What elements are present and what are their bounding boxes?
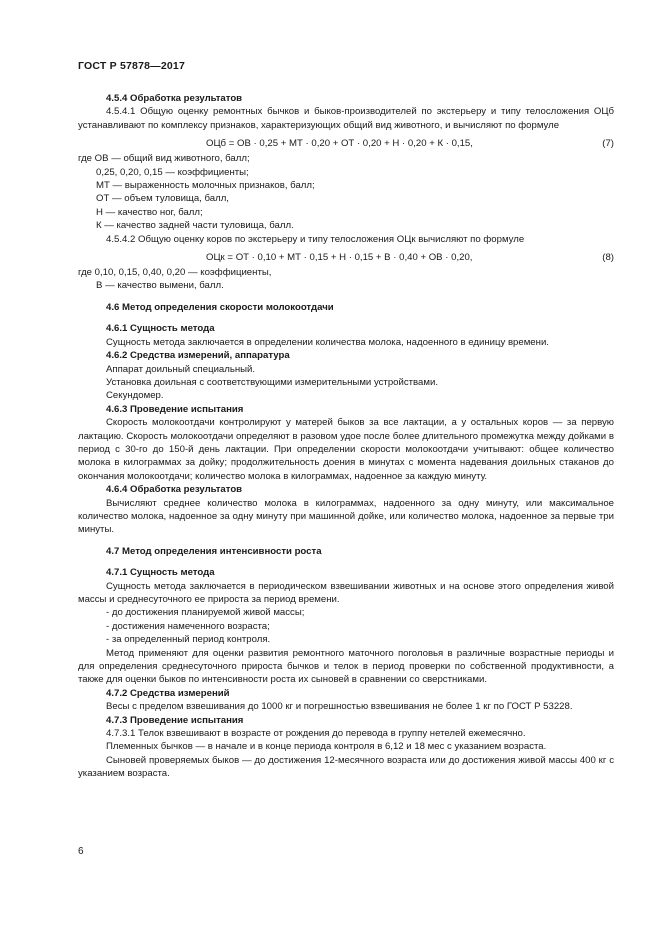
page-number: 6 <box>78 846 84 857</box>
section-heading-4-7-1: 4.7.1 Сущность метода <box>106 567 215 579</box>
list-item: Аппарат доильный специальный. <box>106 363 256 375</box>
section-heading-4-6-2: 4.6.2 Средства измерений, аппаратура <box>106 350 290 362</box>
where-line: где ОВ — общий вид животного, балл; <box>78 153 250 165</box>
where-line: В — качество вымени, балл. <box>96 280 224 292</box>
paragraph-4-7-2: Весы с пределом взвешивания до 1000 кг и погрешностью взвешивания не более 1 кг по ГОСТ Р 53228. <box>106 701 573 713</box>
where-line: Н — качество ног, балл; <box>96 206 203 218</box>
formula-8-number: (8) <box>602 252 614 264</box>
formula-8-expression: ОЦк = ОТ · 0,10 + МТ · 0,15 + Н · 0,15 + В · 0,40 + ОВ · 0,20, <box>206 252 473 264</box>
paragraph-4-6-4: Вычисляют среднее количество молока в килограммах, надоенного за одну минуту, или максимальное количество молока, надоенное за одну минуту при машинной дойке, или количество молока, надоенное за первые три минуты. <box>78 497 614 536</box>
paragraph-4-7-1: Сущность метода заключается в периодическом взвешивании животных и на основе этого определения живой массы и среднесуточного ее прироста за период времени. <box>78 580 614 605</box>
paragraph-4-6-1: Сущность метода заключается в определении количества молока, надоенного в единицу времени. <box>106 336 549 348</box>
where-line: К — качество задней части туловища, балл. <box>96 220 294 232</box>
formula-7-number: (7) <box>602 138 614 150</box>
spacer <box>78 314 614 322</box>
page-body <box>78 92 614 781</box>
list-item: Секундомер. <box>106 390 164 402</box>
section-heading-4-6-4: 4.6.4 Обработка результатов <box>106 484 243 496</box>
where-line: МТ — выраженность молочных признаков, балл; <box>96 180 315 192</box>
section-heading-4-6-1: 4.6.1 Сущность метода <box>106 323 215 335</box>
section-heading-4-7-3: 4.7.3 Проведение испытания <box>106 714 244 726</box>
paragraph-4-7-3-1-b: Племенных бычков — в начале и в конце периода контроля в 6,12 и 18 мес с указанием возраста. <box>106 741 547 753</box>
formula-7 <box>78 135 614 152</box>
formula-7-expression: ОЦб = ОВ · 0,25 + МТ · 0,20 + ОТ · 0,20 + Н · 0,20 + К · 0,15, <box>206 138 473 150</box>
section-title-4-6: 4.6 Метод определения скорости молокоотдачи <box>106 301 334 313</box>
spacer <box>78 537 614 545</box>
where-line: где 0,10, 0,15, 0,40, 0,20 — коэффициенты, <box>78 267 272 279</box>
list-item: - достижения намеченного возраста; <box>106 620 270 632</box>
where-line: 0,25, 0,20, 0,15 — коэффициенты; <box>96 166 249 178</box>
document-id: ГОСТ Р 57878—2017 <box>78 60 186 72</box>
list-item: - до достижения планируемой живой массы; <box>106 607 305 619</box>
paragraph-4-6-3: Скорость молокоотдачи контролируют у матерей быков за все лактации, а у остальных коров — за первую лактацию. Скорость молокоотдачи определяют в разовом удое после более длительного промежутка между дойками в период с 30-го до 150-й день лактации. При определении скорости молокоотдачи учитывают: общее количество молока в килограммах за дойку; продолжительность доения в минутах с момента надевания доильных стаканов до окончания молокоотдачи; количество молока в килограммах, надоенное за каждую минуту. <box>78 417 614 482</box>
paragraph-4-5-4-1: 4.5.4.1 Общую оценку ремонтных бычков и быков-производителей по экстерьеру и типу телосложения ОЦб устанавливают по комплексу признаков, характеризующих общий вид животного, и вычисляют по формуле <box>78 106 614 131</box>
paragraph-4-7-3-1: 4.7.3.1 Телок взвешивают в возрасте от рождения до перевода в группу нетелей ежемесячно. <box>106 728 526 740</box>
formula-8 <box>78 249 614 266</box>
section-heading-4-7-2: 4.7.2 Средства измерений <box>106 687 230 699</box>
where-line: ОТ — объем туловища, балл, <box>96 193 229 205</box>
paragraph-4-7-3-1-c: Сыновей проверяемых быков — до достижения 12-месячного возраста или до достижения живой массы 400 кг с указанием возраста. <box>78 754 614 780</box>
list-item: Установка доильная с соответствующими измерительными устройствами. <box>106 376 438 388</box>
paragraph-4-7-1-b: Метод применяют для оценки развития ремонтного маточного поголовья в различные возрастные периоды и для определения среднесуточного прироста бычков и телок в период проверки по собственной продуктивности, а также для оценки быков по интенсивности роста их сыновей в сравнении со сверстниками. <box>78 647 614 686</box>
spacer <box>78 293 614 301</box>
list-item: - за определенный период контроля. <box>106 634 271 646</box>
section-heading-4-6-3: 4.6.3 Проведение испытания <box>106 403 244 415</box>
spacer <box>78 558 614 566</box>
section-title-4-7: 4.7 Метод определения интенсивности роста <box>106 545 322 557</box>
section-heading-4-5-4: 4.5.4 Обработка результатов <box>106 93 243 104</box>
paragraph-4-5-4-2: 4.5.4.2 Общую оценку коров по экстерьеру и типу телосложения ОЦк вычисляют по формуле <box>106 233 525 245</box>
